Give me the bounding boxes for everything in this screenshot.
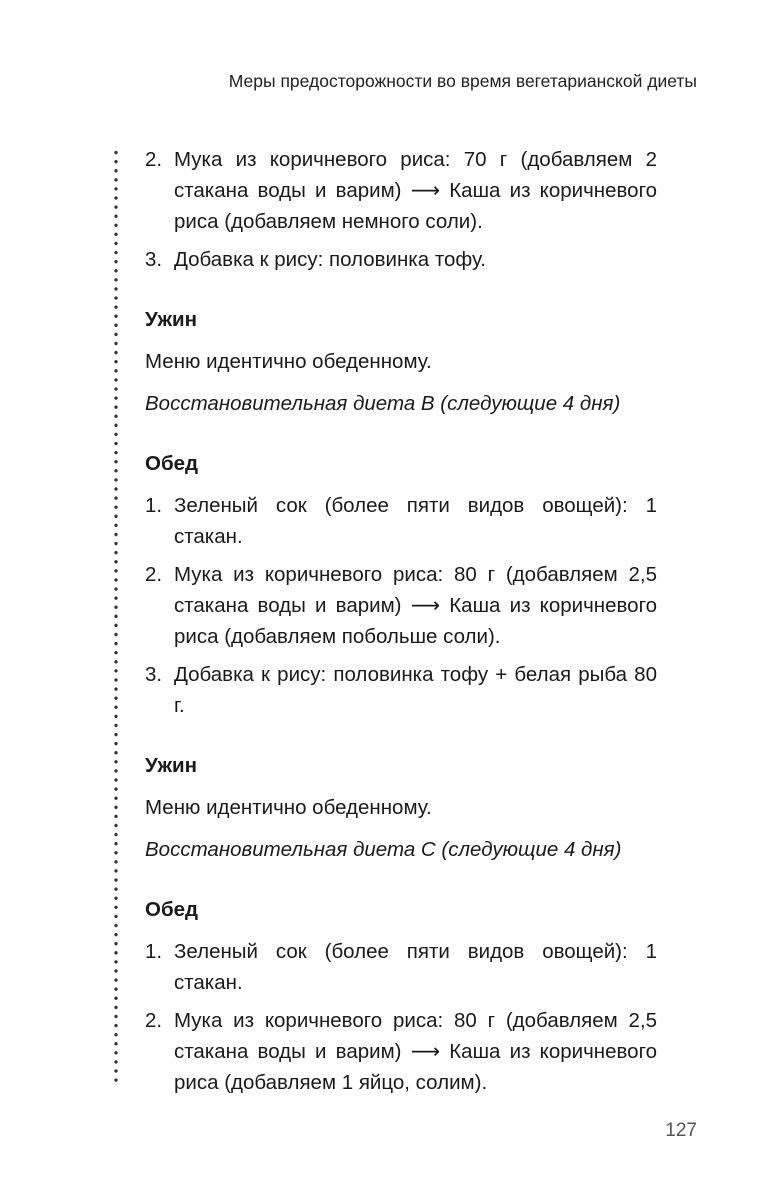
list-item-text: Зеленый сок (более пяти видов овощей): 1 стакан.: [174, 940, 657, 994]
section-heading-lunch: Обед: [145, 452, 199, 475]
list-item-text: Мука из коричневого риса: 80 г (добавляем 2,5 стакана воды и варим) ⟶ Каша из коричневого риса (добавляем побольше соли).: [174, 563, 657, 648]
list-item: [145, 490, 657, 552]
list-item: [145, 244, 657, 275]
diet-subtitle-b: Восстановительная диета B (следующие 4 дня): [145, 392, 621, 415]
running-header: Меры предосторожности во время вегетарианской диеты: [228, 71, 697, 91]
recipe-list-lunch-c: [145, 936, 657, 1098]
list-item-number: 1.: [145, 940, 163, 963]
menu-note: Меню идентично обеденному.: [145, 350, 432, 373]
list-item-number: 3.: [145, 248, 163, 271]
recipe-list-lunch-b: [145, 490, 657, 721]
list-item: [145, 936, 657, 998]
list-item-number: 2.: [145, 148, 163, 171]
section-heading-dinner: Ужин: [145, 308, 198, 331]
list-item: [145, 144, 657, 237]
recipe-list-continued: [145, 144, 657, 275]
list-item-text: Зеленый сок (более пяти видов овощей): 1 стакан.: [174, 494, 657, 548]
section-heading-lunch: Обед: [145, 898, 199, 921]
menu-note: Меню идентично обеденному.: [145, 796, 432, 819]
list-item-text: Добавка к рису: половинка тофу.: [174, 248, 486, 271]
dotted-margin-rule: [113, 148, 119, 1084]
page-number: 127: [665, 1120, 697, 1141]
list-item: [145, 659, 657, 721]
list-item-text: Мука из коричневого риса: 80 г (добавляем 2,5 стакана воды и варим) ⟶ Каша из коричневого риса (добавляем 1 яйцо, солим).: [174, 1009, 657, 1094]
page-body: [145, 144, 657, 1105]
diet-subtitle-c: Восстановительная диета C (следующие 4 дня): [145, 838, 622, 861]
section-heading-dinner: Ужин: [145, 754, 198, 777]
list-item: [145, 1005, 657, 1098]
list-item-number: 2.: [145, 1009, 163, 1032]
list-item-number: 2.: [145, 563, 163, 586]
list-item-number: 1.: [145, 494, 163, 517]
list-item: [145, 559, 657, 652]
list-item-text: Мука из коричневого риса: 70 г (добавляем 2 стакана воды и варим) ⟶ Каша из коричневого риса (добавляем немного соли).: [174, 148, 657, 233]
list-item-number: 3.: [145, 663, 163, 686]
list-item-text: Добавка к рису: половинка тофу + белая рыба 80 г.: [174, 663, 657, 717]
